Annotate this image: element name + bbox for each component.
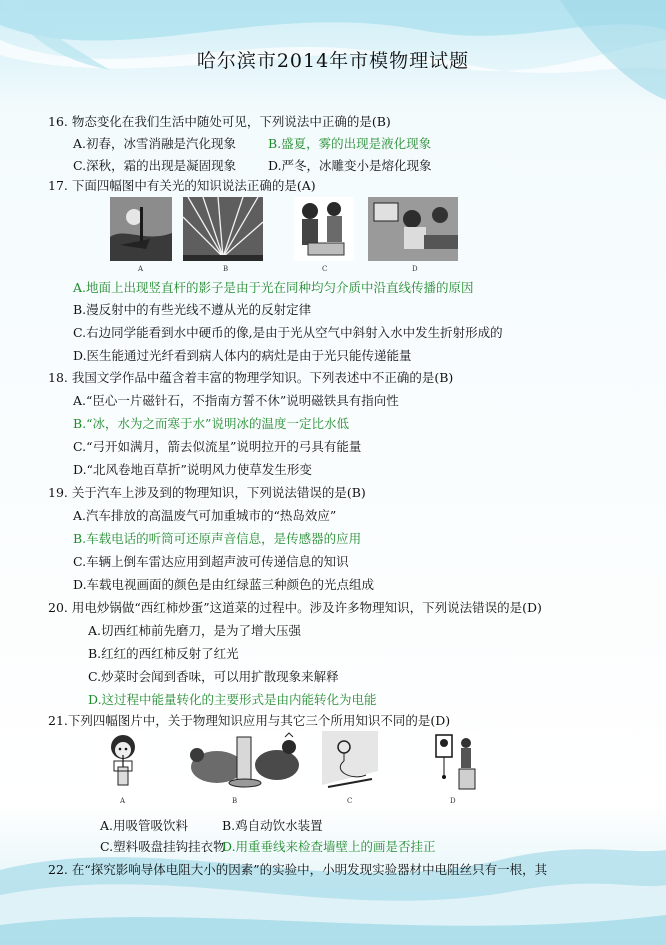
question-16-option-b: B.盛夏，雾的出现是液化现象 xyxy=(268,136,432,151)
question-19-option-b: B.车载电话的听筒可还原声音信息，是传感器的应用 xyxy=(73,531,362,546)
question-18-option-b: B.“冰，水为之而寒于水”说明冰的温度一定比水低 xyxy=(73,416,349,431)
figure-17-label-c: C xyxy=(322,265,328,273)
question-18-option-c: C.“弓开如满月，箭去似流星”说明拉开的弓具有能量 xyxy=(73,439,362,454)
question-20-option-d: D.这过程中能量转化的主要形式是由内能转化为电能 xyxy=(88,692,377,707)
question-16-option-a: A.初春，冰雪消融是汽化现象 xyxy=(73,136,237,151)
figure-21-d-plumb-line-picture xyxy=(432,731,484,793)
figure-21-b-chicken-drinking-device xyxy=(185,731,305,793)
figure-21-a-girl-drinking-straw xyxy=(100,731,146,793)
figure-21-label-d: D xyxy=(450,797,456,805)
figure-17-d-optical-fiber-examination xyxy=(368,197,458,261)
figure-21-c-suction-cup-hook xyxy=(322,731,378,793)
question-19-stem: 19. 关于汽车上涉及到的物理知识，下列说法错误的是(B) xyxy=(48,485,366,500)
question-17-option-a: A.地面上出现竖直杆的影子是由于光在同种均匀介质中沿直线传播的原因 xyxy=(73,280,474,295)
question-20-option-b: B.红红的西红柿反射了红光 xyxy=(88,646,239,661)
question-21-option-c: C.塑料吸盘挂钩挂衣物 xyxy=(100,839,226,854)
question-21-stem: 21.下列四幅图片中，关于物理知识应用与其它三个所用知识不同的是(D) xyxy=(48,713,451,728)
question-21-option-d: D.用重垂线来检查墙壁上的画是否挂正 xyxy=(222,839,436,854)
figure-17-label-d: D xyxy=(412,265,418,273)
page-title: 哈尔滨市2014年市模物理试题 xyxy=(196,50,470,72)
figure-21-label-a: A xyxy=(120,797,126,805)
figure-17-c-coin-in-water xyxy=(294,197,354,261)
question-22-stem: 22. 在“探究影响导体电阻大小的因素”的实验中，小明发现实验器材中电阻丝只有一根，其 xyxy=(48,862,548,877)
question-20-stem: 20. 用电炒锅做“西红柿炒蛋”这道菜的过程中。涉及许多物理知识，下列说法错误的是(D) xyxy=(48,600,542,615)
question-18-option-a: A.“臣心一片磁针石，不指南方誓不休”说明磁铁具有指向性 xyxy=(73,393,399,408)
question-16-option-c: C.深秋，霜的出现是凝固现象 xyxy=(73,158,237,173)
question-16-stem: 16. 物态变化在我们生活中随处可见，下列说法中正确的是(B) xyxy=(48,114,391,129)
question-18-option-d: D.“北风卷地百草折”说明风力使草发生形变 xyxy=(73,462,312,477)
question-18-stem: 18. 我国文学作品中蕴含着丰富的物理学知识。下列表述中不正确的是(B) xyxy=(48,370,454,385)
question-17-option-b: B.漫反射中的有些光线不遵从光的反射定律 xyxy=(73,302,312,317)
question-19-option-d: D.车载电视画面的颜色是由红绿蓝三种颜色的光点组成 xyxy=(73,577,375,592)
question-21-option-a: A.用吸管吸饮料 xyxy=(100,818,189,833)
question-20-option-a: A.切西红柿前先磨刀，是为了增大压强 xyxy=(88,623,302,638)
question-19-option-c: C.车辆上倒车雷达应用到超声波可传递信息的知识 xyxy=(73,554,349,569)
figure-17-b-diffuse-reflection xyxy=(183,197,263,261)
figure-21-label-c: C xyxy=(347,797,353,805)
question-21-option-b: B.鸡自动饮水装置 xyxy=(222,818,323,833)
question-16-option-d: D.严冬，冰雕变小是熔化现象 xyxy=(268,158,432,173)
figure-17-a-pole-shadow xyxy=(110,197,172,261)
question-19-option-a: A.汽车排放的高温废气可加重城市的“热岛效应” xyxy=(73,508,337,523)
question-17-option-c: C.右边同学能看到水中硬币的像,是由于光从空气中斜射入水中发生折射形成的 xyxy=(73,325,503,340)
question-20-option-c: C.炒菜时会闻到香味，可以用扩散现象来解释 xyxy=(88,669,339,684)
question-17-option-d: D.医生能通过光纤看到病人体内的病灶是由于光只能传递能量 xyxy=(73,348,412,363)
figure-21-label-b: B xyxy=(232,797,238,805)
figure-17-label-b: B xyxy=(223,265,229,273)
figure-17-label-a: A xyxy=(138,265,144,273)
question-17-stem: 17. 下面四幅图中有关光的知识说法正确的是(A) xyxy=(48,178,316,193)
